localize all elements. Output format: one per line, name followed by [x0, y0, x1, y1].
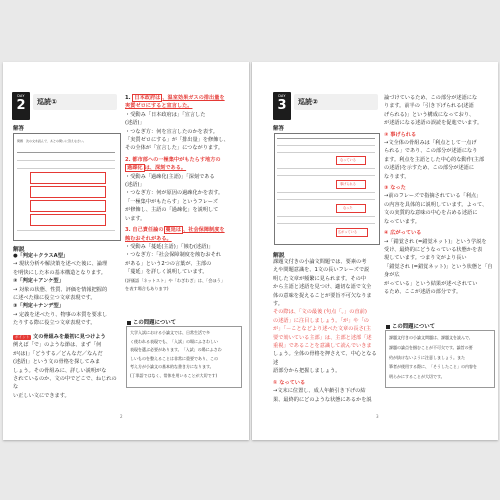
item1-heading-cont: 実質ゼロにすると宣言した。 [125, 103, 193, 110]
point-section [13, 333, 121, 400]
note-heading [386, 322, 435, 330]
note-line: 考え方が小論文の基本的な書き方になります。 [130, 364, 214, 370]
item3-heading-cont: 、社会保障制度を [183, 227, 225, 234]
item-d-line: がっている」という結果が述べされてい [384, 280, 478, 287]
note-line: 課題の論点を掴むことが不可欠です。論旨の要 [389, 344, 473, 350]
point-line: しょう。その骨組みに、詳しい説明がな [13, 367, 107, 374]
day-number: 3 [277, 98, 287, 113]
rule-line [277, 145, 375, 146]
note-line: 大学入試における小論文では、日常生活で多 [130, 330, 210, 335]
note-title: この問題について [133, 320, 177, 326]
item1-line: (述語)」 [125, 120, 145, 127]
right-column-2 [384, 94, 496, 296]
item-b-line: の述語)を示すため、この部分が述語に [384, 165, 475, 172]
item-b-line: ます。利点を主語とした中心的な動作(主部 [384, 156, 485, 163]
body-line: を明快にした本の基本構造となります。 [13, 269, 106, 276]
body-line: えや問題意識を、1文の長いフレーズで説 [273, 267, 370, 274]
note-line: 課題文付きの小論文問題は、課題文を読んで、 [389, 335, 473, 340]
item1-heading: 、温室効果ガスの排出量を [162, 95, 225, 101]
lesson-title-bar [33, 94, 117, 110]
item2-heading: 2. 都市部への一極集中がもたらす地方の [125, 156, 221, 163]
day-label: DAY [17, 94, 25, 98]
note-line: しいものを整えることは非常に重要であり、この [130, 355, 218, 361]
lesson-title: 巡読① [37, 98, 57, 106]
day-label: DAY [278, 94, 286, 98]
rule-line [17, 160, 115, 161]
body-line: 語部分から把握しましょう。 [273, 368, 341, 375]
note-heading [127, 318, 176, 326]
item-b-line: られる」であり、この部分が述語になり [384, 148, 478, 155]
page-number-left: 2 [120, 414, 123, 419]
item-d-line: るため、ここが述語の部分です。 [384, 288, 462, 295]
note-line: 筆者が使用する際に、「そうしたこと」の内容を [389, 364, 477, 370]
item3-line: を表す場合もあります) [125, 285, 169, 291]
explanation-body [13, 252, 121, 328]
answer-label: なった [343, 206, 353, 210]
body-line: → 定義を述べたり、物事の本質を要求し [13, 311, 108, 318]
point-line: い正しい文にできます。 [13, 392, 70, 399]
body-line: → 現状分析や解決策を述べた後に、論理 [13, 261, 108, 268]
body-line: 重視」であることを意識して読んでいきま [273, 343, 372, 350]
explanation-heading: 解説 [13, 247, 25, 253]
red-answer-box [30, 172, 106, 184]
body-line: から主語と述語を見つけ、適切な語で文全 [273, 284, 372, 291]
body-line: しょう。全体の骨格を押さえて、中心となる述 [273, 351, 377, 366]
left-column-2 [125, 94, 243, 293]
item2-line: います。 [125, 215, 146, 222]
point-line: されているのか、文の中でどこで、ねじれのな [13, 376, 117, 391]
item3-line: (評価語「ネットスト」や「わざわざ」は、「会ほう」 [125, 277, 225, 283]
rule-line [277, 175, 375, 176]
item-b-line: →文全体の骨組みは「利点として一点げ [384, 140, 477, 147]
item3-subject: 蔓延は [165, 227, 182, 234]
item1-subject: 日本政府は [134, 95, 161, 101]
rule-line [277, 152, 375, 153]
body-line: に述べた様に役立つ文章表現です。 [13, 295, 96, 302]
item3-heading: 3. 自己責任論の [125, 227, 164, 234]
body-line: → 対象の状態、性質、評価を情報把握的 [13, 286, 108, 293]
item-d-line: 受け、最終的にどうなっている状態かを表 [384, 246, 483, 253]
body-line: その際は、「文の最後 (句点「。」の直前) [273, 309, 367, 316]
intro-line: げられる)」という構成になっており、 [384, 111, 475, 118]
item-b-line: なります。 [384, 173, 410, 180]
point-line: 例えば「で」のような節は、まず「何 [13, 342, 102, 349]
item-d-line: 「錯覚され (=錯覚ネット)」という状態と「自身が広 [384, 263, 493, 279]
lesson-title: 巡読② [298, 98, 318, 106]
lesson-title-bar [294, 94, 378, 110]
rule-line [277, 192, 375, 193]
body-line: たりする際に役立つ文章表現です。 [13, 320, 96, 327]
rule-line [17, 152, 115, 153]
intro-line: が述語になる述語の誤読を促進でいます。 [384, 120, 483, 127]
item-a-line: →文末に位置し、成人年齢引き下げの結 [273, 388, 366, 395]
item3-heading-end: 蝕むおそれがある。 [125, 235, 172, 242]
point-pill: ポイント [15, 335, 30, 339]
rule-line [17, 168, 115, 169]
item2-line: 「一極集中がもたらす」というフレーズ [125, 198, 218, 205]
item-a-line: 果、最終的にどのような状態にあるかを説 [273, 396, 372, 403]
body-line: 課題文付きの小論文問題では、要素の考 [273, 259, 367, 265]
item-c-line: 文の実質的な意味の中心を占める述語に [384, 210, 478, 217]
item1-line: その全体が「宣言した」につながります。 [125, 145, 224, 152]
point-title: 文の骨組みを最初に見つけよう [33, 334, 106, 340]
note-line: 表現を選ぶ必要があります。「入試」の場にふさわ [130, 347, 222, 353]
item1-line: 「実質ゼロにする」が「排出量」を修飾し、 [125, 137, 229, 144]
item2-line: (述語)」 [125, 182, 145, 189]
item3-line: がある」という2つの言葉が、主部の [125, 260, 212, 267]
answer-label: 広がっている [338, 230, 358, 234]
item-number: 1. [125, 95, 131, 101]
item-b-heading: ② 事げられる [384, 131, 417, 138]
rule-line [277, 223, 375, 224]
item-a-heading: ① なっている [273, 379, 306, 386]
item-c-line: なっています。 [384, 218, 420, 225]
red-answer-box [30, 214, 106, 226]
item-d-line: →「錯覚され (=錯覚ネット)」という学説を [384, 238, 487, 245]
intro-line: 論づけているため、この部分が述語にな [384, 95, 478, 101]
item-c-line: の内容を具体的に説明しています。よって、 [384, 201, 488, 208]
item2-line: ・つなぎ方：何が原因の過疎化かを表す。 [125, 190, 224, 197]
note-body [389, 333, 491, 382]
point-line: が(は)」「どうする／どんなだ／なんだ [13, 350, 103, 357]
day-badge-left [12, 92, 30, 120]
explanation-heading: 解説 [273, 253, 285, 259]
body-line: が」「－ことなどより述べた文章の長さ(主 [273, 326, 371, 333]
item2-line: ・受動み「過疎化(主語)」「深刻である [125, 173, 215, 180]
item3-line: ・受動み「蔓延(主語)」「蝕む(述語)」 [125, 243, 214, 250]
answer-label: 事げられる [340, 182, 356, 186]
body-line: ③「判定＋ナンデ型」 [13, 303, 64, 310]
answer-sheet-text: 問題 次の文を読んで、あとの問いに答えなさい。 [17, 139, 86, 143]
item2-line: が修飾し、主語の「過疎化」を説明して [125, 207, 219, 214]
rule-line [277, 168, 375, 169]
item3-line: ・つなぎ方：「社会保障制度を蝕むおそれ [125, 252, 221, 259]
body-line: の述語」に注目しましょう。「が」や「の [273, 317, 369, 324]
answer-heading: 解答 [273, 126, 285, 132]
body-line: ②「判定＋アンケ型」 [13, 278, 64, 285]
item-c-line: →前のフレーズで指摘されている「利点」 [384, 193, 482, 200]
day-number: 2 [16, 98, 26, 113]
body-line: 明した文章が頻繁に見られます。その中 [273, 275, 366, 282]
rule-line [277, 199, 375, 200]
item1-line: ・つなぎ方：何を宣言したのかを表す。 [125, 128, 218, 135]
answer-label: なっている [340, 158, 356, 162]
item2-subject: 過疎化 [127, 165, 143, 172]
note-line: (丁寧語ではなく、常体を用いることが大切です) [130, 372, 218, 378]
answer-heading: 解答 [13, 126, 25, 132]
item-d-line: 現しています。つまり文がより長い [384, 255, 467, 262]
rule-line [277, 216, 375, 217]
explanation-body [273, 258, 381, 404]
note-line: 明らかにすることが大切です。 [389, 374, 445, 380]
note-line: 約が抜けないように注意しましょう。また [389, 354, 465, 360]
point-line: (述語)」という文の骨格を探してみま [13, 359, 101, 366]
item-c-heading: ③ なった [384, 185, 406, 192]
body-line: 要で効いている主部」は、主部と述部「述 [273, 334, 372, 341]
red-answer-box [30, 200, 106, 212]
day-badge-right [273, 92, 291, 120]
rule-line [17, 230, 115, 231]
red-answer-box [30, 186, 106, 198]
page-number-right: 3 [376, 414, 379, 419]
intro-line: ります。前半の「引き下げられる(述語 [384, 103, 474, 110]
item1-line: ・受動み「日本政府は」「宣言した [125, 111, 206, 118]
note-body [130, 329, 238, 381]
item2-heading-cont: は、深刻である。 [144, 165, 187, 172]
rule-line [277, 138, 375, 139]
item-d-heading: ④ 広がっている [384, 230, 422, 237]
item3-line: 「蔓延」を詳しく説明しています。 [125, 269, 208, 276]
body-line: 体の意味を捉えることが要旨不可欠なります。 [273, 292, 372, 308]
body-line: ●「判定＋クラスA型」 [13, 253, 69, 259]
note-title: この問題について [392, 324, 436, 330]
note-line: く使われる表現でも、「入試」の場にふさわしい [130, 338, 218, 344]
